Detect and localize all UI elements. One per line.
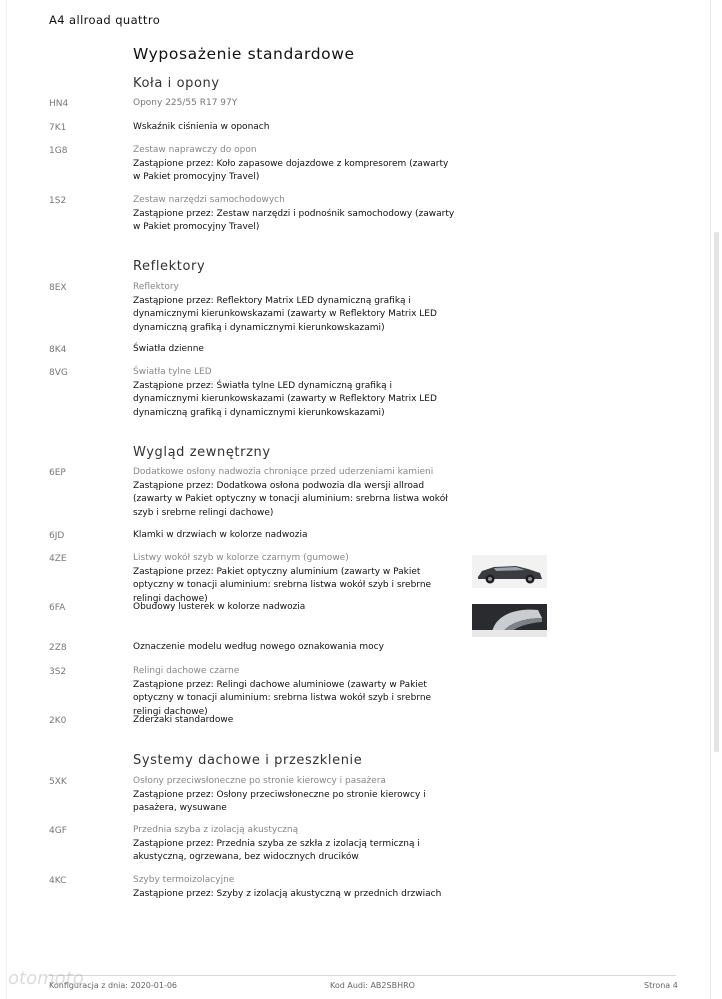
equipment-code: 6FA [49, 603, 66, 613]
item-name: Szyby termoizolacyjne [133, 875, 235, 885]
item-name: Zestaw narzędzi samochodowych [133, 195, 285, 205]
item-replacement: Zastąpione przez: Reflektory Matrix LED dynamiczną grafiką i dynamicznymi kierunkowskazami (zawarty w Reflektory Matrix LED dynamiczną grafiką i dynamicznymi kierunkowskazami) [133, 295, 437, 333]
equipment-item [133, 641, 458, 655]
svg-text:otomoto: otomoto [8, 968, 84, 989]
equipment-code: HN4 [49, 99, 69, 109]
section-heading-roof-glazing: Systemy dachowe i przeszklenie [133, 753, 363, 768]
section-heading-exterior: Wygląd zewnętrzny [133, 445, 271, 460]
equipment-code: 8K4 [49, 345, 67, 355]
scrollbar[interactable] [714, 232, 719, 752]
equipment-code: 7K1 [49, 123, 67, 133]
item-name: Oznaczenie modelu według nowego oznakowania mocy [133, 642, 384, 652]
item-replacement: Zastąpione przez: Zestaw narzędzi i podnośnik samochodowy (zawarty w Pakiet promocyjny Travel) [133, 208, 455, 232]
item-replacement: Zastąpione przez: Koło zapasowe dojazdowe z kompresorem (zawarty w Pakiet promocyjny Travel) [133, 158, 449, 182]
item-replacement: Zastąpione przez: Przednia szyba ze szkła z izolacją termiczną i akustyczną, ogrzewana, bez widocznych drucików [133, 838, 420, 862]
item-replacement: Zastąpione przez: Światła tylne LED dynamiczną grafiką i dynamicznymi kierunkowskazami (zawarty w Reflektory Matrix LED dynamiczną grafiką i dynamicznymi kierunkowskazami) [133, 380, 437, 418]
equipment-code: 4GF [49, 826, 67, 836]
equipment-code: 4KC [49, 876, 67, 886]
equipment-item [133, 824, 458, 865]
item-replacement: Zastąpione przez: Osłony przeciwsłoneczne po stronie kierowcy i pasażera, wysuwane [133, 789, 426, 813]
equipment-code: 1S2 [49, 196, 67, 206]
equipment-item [133, 665, 458, 719]
equipment-code: 6EP [49, 468, 66, 478]
item-name: Dodatkowe osłony nadwozia chroniące przed uderzeniami kamieni [133, 467, 434, 477]
equipment-code: 1G8 [49, 146, 68, 156]
equipment-item [133, 144, 458, 185]
equipment-code: 3S2 [49, 667, 67, 677]
equipment-item [133, 714, 458, 728]
footer-page-number: Strona 4 [644, 981, 678, 990]
equipment-code: 2K0 [49, 716, 67, 726]
equipment-item [133, 466, 458, 520]
item-name: Reflektory [133, 282, 179, 292]
item-name: Zderzaki standardowe [133, 715, 234, 725]
footer-config-date: Konfiguracja z dnia: 2020-01-06 [49, 981, 178, 990]
equipment-item [133, 601, 458, 615]
equipment-item [133, 366, 458, 420]
item-name: Światła tylne LED [133, 367, 212, 377]
section-heading-wheels: Koła i opony [133, 76, 220, 91]
equipment-item [133, 194, 458, 235]
equipment-item [133, 874, 458, 901]
item-replacement: Zastąpione przez: Pakiet optyczny aluminium (zawarty w Pakiet optyczny w tonacji aluminium: srebrna listwa wokół szyb i srebrne relingi dachowe) [133, 566, 432, 604]
item-replacement: Zastąpione przez: Szyby z izolacją akustyczną w przednich drzwiach [133, 888, 442, 899]
item-name: Światła dzienne [133, 344, 204, 354]
equipment-item [133, 552, 451, 606]
equipment-item [133, 121, 458, 135]
equipment-code: 4ZE [49, 554, 67, 564]
model-title: A4 allroad quattro [49, 13, 161, 27]
item-replacement: Zastąpione przez: Relingi dachowe aluminiowe (zawarty w Pakiet optyczny w tonacji aluminium: srebrna listwa wokół szyb i srebrne relingi dachowe) [133, 679, 432, 717]
equipment-item [133, 281, 458, 335]
mirror-thumbnail-image [472, 604, 547, 637]
item-name: Relingi dachowe czarne [133, 666, 240, 676]
item-replacement: Zastąpione przez: Dodatkowa osłona podwozia dla wersji allroad (zawarty w Pakiet optyczny w tonacji aluminium: srebrna listwa wokół szyb i srebrne relingi dachowe) [133, 480, 448, 518]
item-name: Opony 225/55 R17 97Y [133, 98, 238, 108]
item-name: Przednia szyba z izolacją akustyczną [133, 825, 299, 835]
footer-audi-code: Kod Audi: AB2SBHRO [330, 981, 415, 990]
item-name: Listwy wokół szyb w kolorze czarnym (gumowe) [133, 553, 349, 563]
item-name: Klamki w drzwiach w kolorze nadwozia [133, 530, 308, 540]
section-heading-headlights: Reflektory [133, 259, 206, 274]
equipment-item [133, 529, 458, 543]
item-name: Wskaźnik ciśnienia w oponach [133, 122, 270, 132]
equipment-code: 6JD [49, 531, 65, 541]
item-name: Obudowy lusterek w kolorze nadwozia [133, 602, 306, 612]
equipment-code: 8VG [49, 368, 68, 378]
equipment-item [133, 343, 458, 357]
page-title: Wyposażenie standardowe [133, 45, 355, 63]
car-thumbnail-image [472, 555, 547, 588]
equipment-code: 8EX [49, 283, 67, 293]
item-name: Osłony przeciwsłoneczne po stronie kierowcy i pasażera [133, 776, 386, 786]
equipment-item [133, 97, 458, 111]
equipment-code: 2Z8 [49, 643, 67, 653]
item-name: Zestaw naprawczy do opon [133, 145, 257, 155]
equipment-code: 5XK [49, 777, 67, 787]
footer-divider [49, 975, 676, 976]
equipment-item [133, 775, 458, 816]
